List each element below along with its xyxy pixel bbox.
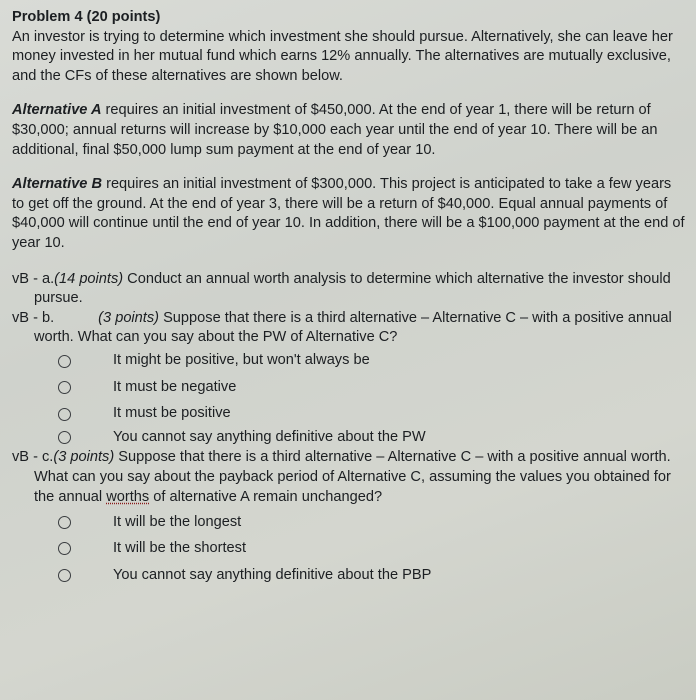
problem-title: Problem 4 (20 points) — [12, 9, 161, 25]
question-b-points: (3 points) — [98, 309, 160, 326]
alternative-a-block — [12, 101, 686, 160]
alternative-a-text: requires an initial investment of $450,000. At the end of year 1, there will be return of $30,000; annual returns will increase by $10,000 each year until the end of year 10. There will be an additional, final $50,000 lump sum payment at the end of year 10. — [12, 102, 658, 158]
alternative-a-label: Alternative A — [12, 102, 102, 119]
question-c-text-part-2: of alternative A remain unchanged? — [149, 488, 383, 505]
radio-button-icon[interactable] — [58, 516, 71, 529]
option-label: It might be positive, but won't always be — [113, 352, 370, 369]
radio-button-icon[interactable] — [58, 569, 71, 582]
radio-button-icon[interactable] — [58, 542, 71, 555]
question-c-option[interactable] — [12, 562, 686, 589]
question-a-text: Conduct an annual worth analysis to determine which alternative the investor should pursue. — [34, 270, 671, 307]
question-c-option[interactable] — [12, 536, 686, 563]
alternative-a-paragraph — [12, 101, 686, 160]
alternative-b-text: requires an initial investment of $300,000. This project is anticipated to take a few years to get off the ground. At the end of year 3, there will be a return of $40,000. Equal annual payments of $40,000 will continue until the end of year 10. In addition, there will be a $100,000 payment at the end of year 10. — [12, 176, 685, 251]
question-c-option[interactable] — [12, 509, 686, 536]
question-b-label: vB - b. — [12, 309, 55, 326]
problem-intro-block — [12, 8, 686, 86]
alternative-b-paragraph — [12, 175, 686, 253]
radio-button-icon[interactable] — [58, 431, 71, 444]
question-b-option[interactable] — [12, 401, 686, 428]
option-label: It will be the longest — [113, 513, 242, 530]
question-c-points: (3 points) — [53, 449, 115, 466]
question-a-label: vB - a. — [12, 270, 55, 287]
question-c — [12, 448, 686, 507]
question-c-text-worths: worths — [106, 488, 150, 505]
option-label: You cannot say anything definitive about the PBP — [113, 566, 432, 583]
radio-button-icon[interactable] — [58, 408, 71, 421]
question-c-text-part-1: Suppose that there is a third alternative – Alternative C – with a positive annual worth. What can you say about the payback period of Alternative C, assuming the values you obtained for the annual — [34, 449, 671, 505]
radio-button-icon[interactable] — [58, 355, 71, 368]
question-b-option[interactable] — [12, 348, 686, 375]
question-b-text: Suppose that there is a third alternative – Alternative C – with a positive annual worth. What can you say about the PW of Alternative C? — [34, 309, 672, 346]
question-b-options — [12, 348, 686, 449]
option-label: You cannot say anything definitive about the PW — [113, 429, 426, 446]
question-a-points: (14 points) — [54, 270, 124, 287]
option-label: It must be negative — [113, 378, 237, 395]
question-c-label: vB - c. — [12, 449, 54, 466]
question-b — [12, 309, 686, 348]
option-label: It must be positive — [113, 405, 231, 422]
radio-button-icon[interactable] — [58, 381, 71, 394]
alternative-b-label: Alternative B — [12, 176, 103, 193]
question-b-option[interactable] — [12, 374, 686, 401]
question-b-option[interactable] — [12, 427, 686, 448]
question-a — [12, 270, 686, 309]
problem-intro-text: An investor is trying to determine which investment she should pursue. Alternatively, she can leave her money invested in her mutual fund which earns 12% annually. The alternatives are mutually exclusive, and the CFs of these alternatives are shown below. — [12, 28, 673, 84]
question-c-options — [12, 509, 686, 589]
questions-section — [12, 270, 686, 589]
alternative-b-block — [12, 175, 686, 253]
option-label: It will be the shortest — [113, 540, 247, 557]
